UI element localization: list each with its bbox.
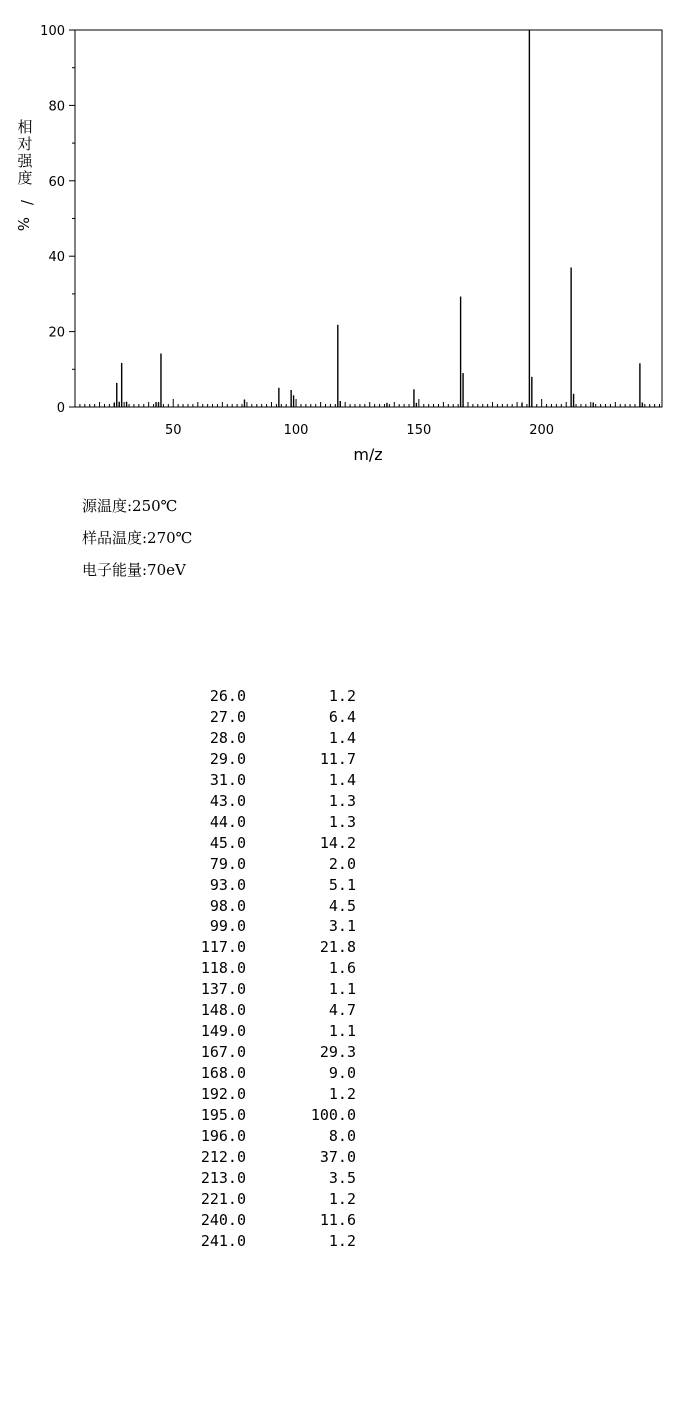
intensity-value: 100.0: [310, 1106, 356, 1125]
y-tick-label: 100: [40, 24, 65, 39]
mz-value: 45.0: [209, 833, 246, 852]
table-row: [180, 875, 356, 896]
y-tick-label: 20: [48, 325, 65, 341]
intensity-value: 37.0: [319, 1147, 356, 1166]
table-row: [180, 1021, 356, 1042]
plot-frame: [75, 30, 662, 407]
mz-value: 98.0: [209, 896, 246, 915]
mz-value: 93.0: [209, 875, 246, 894]
y-axis-label: 相对强度/ %: [13, 118, 37, 232]
table-row: [180, 916, 356, 937]
intensity-value: 1.3: [328, 791, 356, 810]
sample-temperature: 样品温度:270℃: [82, 529, 193, 547]
mz-value: 44.0: [209, 812, 246, 831]
intensity-value: 3.1: [328, 917, 356, 936]
x-tick-label: 100: [283, 423, 309, 438]
x-minor-ticks: [80, 402, 660, 407]
intensity-value: 1.2: [328, 1085, 356, 1104]
table-row: [180, 979, 356, 1000]
table-row: [180, 1189, 356, 1210]
table-row: [180, 1126, 356, 1147]
intensity-value: 11.7: [319, 749, 356, 768]
mz-value: 149.0: [200, 1022, 246, 1041]
intensity-value: 2.0: [328, 854, 356, 873]
table-row: [180, 1147, 356, 1168]
mz-value: 27.0: [209, 707, 246, 726]
intensity-value: 4.5: [328, 896, 356, 915]
mz-value: 43.0: [209, 791, 246, 810]
mz-value: 28.0: [209, 728, 246, 747]
table-row: [180, 854, 356, 875]
y-axis-ticks: [40, 24, 75, 416]
table-row: [180, 1084, 356, 1105]
intensity-value: 1.2: [328, 1189, 356, 1208]
mz-value: 117.0: [200, 938, 246, 957]
table-row: [180, 937, 356, 958]
intensity-value: 4.7: [328, 1001, 356, 1020]
mz-value: 118.0: [200, 959, 246, 978]
mz-value: 99.0: [209, 917, 246, 936]
intensity-value: 3.5: [328, 1168, 356, 1187]
intensity-value: 21.8: [319, 938, 356, 957]
intensity-value: 1.4: [328, 728, 356, 747]
table-row: [180, 686, 356, 707]
table-row: [180, 749, 356, 770]
table-row: [180, 1210, 356, 1231]
table-row: [180, 812, 356, 833]
x-axis-label: m/z: [353, 445, 383, 464]
intensity-value: 1.2: [328, 1231, 356, 1250]
intensity-value: 9.0: [328, 1064, 356, 1083]
table-row: [180, 833, 356, 854]
table-row: [180, 770, 356, 791]
table-row: [180, 1000, 356, 1021]
mass-spectrum-chart: [0, 0, 693, 470]
mz-value: 196.0: [200, 1127, 246, 1146]
intensity-value: 1.3: [328, 812, 356, 831]
intensity-value: 1.1: [328, 980, 356, 999]
table-row: [180, 1105, 356, 1126]
electron-energy: 电子能量:70eV: [82, 561, 186, 579]
x-tick-label: 50: [164, 423, 182, 438]
table-row: [180, 728, 356, 749]
table-row: [180, 707, 356, 728]
intensity-value: 1.6: [328, 959, 356, 978]
table-row: [180, 958, 356, 979]
table-row: [180, 1042, 356, 1063]
intensity-value: 29.3: [319, 1043, 356, 1062]
intensity-value: 6.4: [328, 707, 356, 726]
intensity-value: 1.2: [328, 687, 356, 705]
mz-value: 31.0: [209, 770, 246, 789]
y-tick-label: 60: [48, 174, 65, 190]
mz-value: 221.0: [200, 1189, 246, 1208]
mz-value: 240.0: [200, 1210, 246, 1229]
table-row: [180, 1063, 356, 1084]
table-row: [180, 791, 356, 812]
mz-value: 29.0: [209, 749, 246, 768]
table-row: [180, 896, 356, 917]
mz-value: 192.0: [200, 1085, 246, 1104]
mz-value: 26.0: [209, 687, 246, 705]
mz-value: 79.0: [209, 854, 246, 873]
mz-value: 241.0: [200, 1231, 246, 1250]
intensity-value: 5.1: [328, 875, 356, 894]
peak-table: [180, 686, 356, 1252]
y-tick-label: 40: [48, 250, 65, 266]
mz-value: 167.0: [200, 1043, 246, 1062]
intensity-value: 1.1: [328, 1022, 356, 1041]
y-tick-label: 80: [48, 99, 65, 115]
table-row: [180, 1168, 356, 1189]
x-tick-label: 200: [529, 423, 555, 438]
intensity-value: 14.2: [319, 833, 356, 852]
intensity-value: 8.0: [328, 1127, 356, 1146]
mz-value: 168.0: [200, 1064, 246, 1083]
x-tick-label: 150: [406, 423, 432, 438]
mz-value: 195.0: [200, 1106, 246, 1125]
mz-value: 212.0: [200, 1147, 246, 1166]
source-temperature: 源温度:250℃: [82, 497, 178, 515]
mz-value: 137.0: [200, 980, 246, 999]
table-row: [180, 1231, 356, 1252]
intensity-value: 1.4: [328, 770, 356, 789]
mz-value: 213.0: [200, 1168, 246, 1187]
intensity-value: 11.6: [319, 1210, 356, 1229]
mz-value: 148.0: [200, 1001, 246, 1020]
y-tick-label: 0: [56, 401, 65, 416]
spectrum-peaks: [114, 30, 642, 407]
